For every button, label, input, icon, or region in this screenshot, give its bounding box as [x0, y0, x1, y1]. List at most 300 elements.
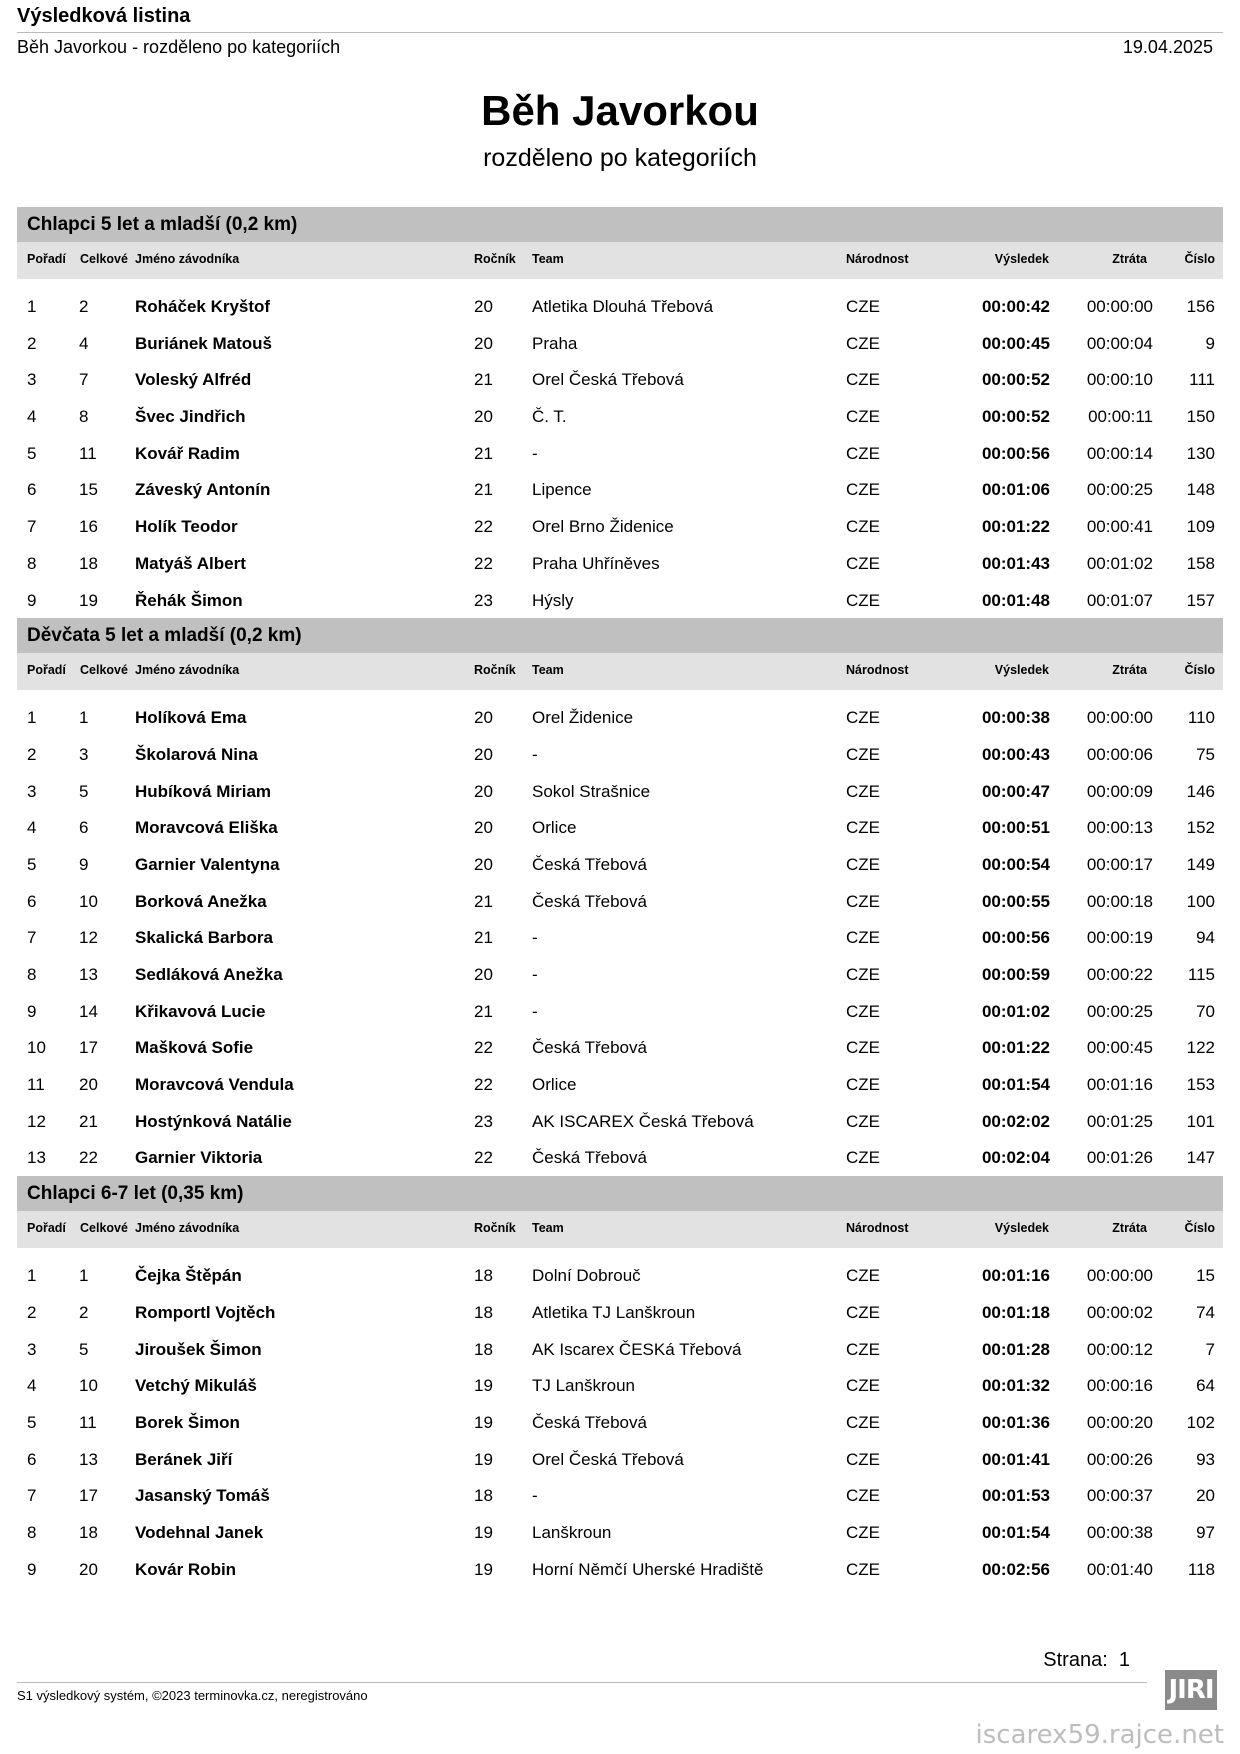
cell-rank: 7: [27, 517, 37, 537]
cell-result: 00:01:32: [981, 1376, 1050, 1396]
cell-number: 101: [1186, 1111, 1215, 1131]
column-header-loss: Ztráta: [1112, 1221, 1147, 1236]
document-header: [17, 3, 1223, 61]
cell-number: 9: [1205, 333, 1215, 353]
cell-loss: 00:00:25: [1086, 480, 1153, 500]
cell-team: Praha: [532, 333, 578, 353]
cell-year: 22: [474, 1075, 493, 1095]
table-row: [17, 1100, 1223, 1137]
table-row: [17, 990, 1223, 1027]
cell-rank: 5: [27, 854, 37, 874]
cell-name: Garnier Valentyna: [135, 854, 280, 874]
column-header-team: Team: [532, 1221, 564, 1236]
cell-result: 00:01:43: [981, 553, 1050, 573]
cell-number: 93: [1196, 1449, 1215, 1469]
cell-team: Praha Uhříněves: [532, 553, 660, 573]
cell-name: Beránek Jiří: [135, 1449, 233, 1469]
cell-year: 22: [474, 1038, 493, 1058]
cell-name: Moravcová Eliška: [135, 818, 278, 838]
cell-loss: 00:00:06: [1086, 744, 1153, 764]
cell-nationality: CZE: [846, 818, 880, 838]
cell-result: 00:01:22: [981, 1038, 1050, 1058]
table-row: [17, 1136, 1223, 1173]
cell-team: Horní Němčí Uherské Hradiště: [532, 1559, 764, 1579]
cell-year: 20: [474, 818, 493, 838]
column-header-number: Číslo: [1184, 663, 1215, 678]
cell-year: 18: [474, 1486, 493, 1506]
cell-team: Orlice: [532, 1075, 577, 1095]
cell-team: Česká Třebová: [532, 1148, 647, 1168]
cell-team: Lanškroun: [532, 1522, 612, 1542]
cell-year: 20: [474, 744, 493, 764]
table-row: [17, 1254, 1223, 1291]
cell-loss: 00:00:22: [1086, 965, 1153, 984]
cell-nationality: CZE: [846, 781, 880, 801]
table-row: [17, 880, 1223, 917]
column-header-year: Ročník: [474, 1221, 516, 1236]
cell-nationality: CZE: [846, 1266, 880, 1286]
cell-name: Kovář Radim: [135, 443, 240, 463]
result-rows: [17, 690, 1223, 1173]
cell-loss: 00:00:12: [1086, 1339, 1153, 1359]
cell-result: 00:00:45: [981, 333, 1050, 353]
cell-number: 100: [1186, 891, 1215, 911]
cell-nationality: CZE: [846, 443, 880, 463]
cell-rank: 3: [27, 781, 37, 801]
cell-team: -: [532, 965, 538, 984]
cell-loss: 00:01:02: [1086, 553, 1153, 573]
table-row: [17, 322, 1223, 359]
cell-loss: 00:01:16: [1086, 1075, 1153, 1095]
cell-team: Orel Česká Třebová: [532, 1449, 684, 1469]
cell-rank: 1: [27, 708, 37, 728]
cell-loss: 00:00:26: [1086, 1449, 1153, 1469]
cell-number: 94: [1196, 928, 1215, 948]
cell-result: 00:00:56: [981, 443, 1050, 463]
table-row: [17, 1364, 1223, 1401]
cell-rank: 4: [27, 818, 37, 838]
column-header-nationality: Národnost: [846, 1221, 909, 1236]
cell-overall: 3: [79, 744, 89, 764]
cell-rank: 3: [27, 370, 37, 390]
cell-team: TJ Lanškroun: [532, 1376, 635, 1396]
cell-team: Orel Česká Třebová: [532, 370, 684, 390]
page-number: [1043, 1649, 1130, 1672]
cell-name: Moravcová Vendula: [135, 1075, 294, 1095]
cell-name: Holíková Ema: [135, 708, 247, 728]
cell-year: 21: [474, 1001, 493, 1021]
cell-name: Jiroušek Šimon: [135, 1339, 262, 1359]
cell-year: 22: [474, 1148, 493, 1168]
cell-overall: 21: [79, 1111, 98, 1131]
cell-nationality: CZE: [846, 1449, 880, 1469]
cell-team: Hýsly: [532, 590, 574, 610]
cell-year: 19: [474, 1376, 493, 1396]
cell-loss: 00:00:16: [1086, 1376, 1153, 1396]
cell-nationality: CZE: [846, 1038, 880, 1058]
cell-nationality: CZE: [846, 1522, 880, 1542]
cell-name: Vetchý Mikuláš: [135, 1376, 257, 1396]
category-heading: Děvčata 5 let a mladší (0,2 km): [17, 618, 1223, 653]
cell-overall: 16: [79, 517, 98, 537]
cell-number: 20: [1196, 1486, 1215, 1506]
cell-result: 00:00:52: [981, 370, 1050, 390]
cell-rank: 8: [27, 1522, 37, 1542]
cell-result: 00:00:51: [981, 818, 1050, 838]
table-row: [17, 733, 1223, 770]
cell-number: 130: [1186, 443, 1215, 463]
cell-number: 118: [1187, 1559, 1215, 1579]
cell-rank: 4: [27, 407, 37, 427]
cell-name: Holík Teodor: [135, 517, 238, 537]
column-header-team: Team: [532, 252, 564, 266]
cell-overall: 12: [79, 928, 98, 948]
cell-number: 157: [1186, 590, 1215, 610]
cell-rank: 1: [27, 297, 37, 316]
cell-number: 122: [1186, 1038, 1215, 1058]
table-row: [17, 806, 1223, 843]
cell-rank: 10: [27, 1038, 46, 1058]
cell-year: 21: [474, 891, 493, 911]
cell-overall: 20: [79, 1559, 98, 1579]
result-rows: [17, 279, 1223, 615]
cell-number: 115: [1187, 965, 1215, 984]
cell-nationality: CZE: [846, 1412, 880, 1432]
column-header-rank: Pořadí: [27, 663, 66, 678]
cell-loss: 00:00:00: [1086, 1266, 1153, 1286]
cell-result: 00:00:59: [981, 965, 1050, 984]
cell-loss: 00:00:20: [1086, 1412, 1153, 1432]
cell-name: Voleský Alfréd: [135, 370, 252, 390]
cell-nationality: CZE: [846, 854, 880, 874]
cell-name: Garnier Viktoria: [135, 1148, 263, 1168]
cell-result: 00:01:48: [981, 590, 1050, 610]
cell-loss: 00:00:13: [1086, 818, 1153, 838]
cell-rank: 2: [27, 1302, 37, 1322]
cell-year: 18: [474, 1339, 493, 1359]
cell-nationality: CZE: [846, 928, 880, 948]
cell-name: Mašková Sofie: [135, 1038, 254, 1058]
table-row: [17, 395, 1223, 432]
cell-rank: 5: [27, 443, 37, 463]
cell-overall: 17: [79, 1486, 98, 1506]
cell-rank: 8: [27, 553, 37, 573]
cell-result: 00:02:04: [981, 1148, 1050, 1168]
column-header-name: Jméno závodníka: [135, 252, 240, 266]
column-header-result: Výsledek: [994, 1221, 1049, 1236]
cell-loss: 00:00:00: [1086, 708, 1153, 728]
cell-rank: 9: [27, 1559, 37, 1579]
column-header-year: Ročník: [474, 663, 516, 678]
category-section: [17, 1176, 1223, 1584]
cell-result: 00:00:52: [981, 407, 1050, 427]
page-label: Strana:: [1043, 1649, 1108, 1671]
cell-name: Řehák Šimon: [135, 590, 243, 610]
column-header-result: Výsledek: [994, 252, 1049, 266]
cell-name: Borek Šimon: [135, 1412, 240, 1432]
category-heading: Chlapci 6-7 let (0,35 km): [17, 1176, 1223, 1211]
cell-overall: 4: [79, 333, 89, 353]
cell-number: 156: [1186, 297, 1215, 316]
table-row: [17, 1511, 1223, 1548]
cell-number: 102: [1186, 1412, 1215, 1432]
cell-loss: 00:01:07: [1086, 590, 1153, 610]
cell-overall: 22: [79, 1148, 98, 1168]
cell-name: Hubíková Miriam: [135, 781, 272, 801]
cell-year: 20: [474, 781, 493, 801]
column-header-overall: Celkové: [80, 252, 128, 266]
cell-rank: 6: [27, 480, 37, 500]
cell-year: 18: [474, 1266, 493, 1286]
cell-nationality: CZE: [846, 370, 880, 390]
column-header-rank: Pořadí: [27, 1221, 66, 1236]
cell-team: Sokol Strašnice: [532, 781, 651, 801]
cell-team: Česká Třebová: [532, 891, 647, 911]
cell-number: 109: [1186, 517, 1215, 537]
footer-system-text: S1 výsledkový systém, ©2023 terminovka.cz, neregistrováno: [17, 1688, 368, 1703]
cell-loss: 00:00:17: [1086, 854, 1153, 874]
cell-overall: 20: [79, 1075, 98, 1095]
table-row: [17, 285, 1223, 322]
cell-number: 74: [1196, 1302, 1215, 1322]
cell-result: 00:01:53: [981, 1486, 1050, 1506]
cell-rank: 11: [27, 1075, 45, 1095]
cell-number: 75: [1196, 744, 1215, 764]
table-row: [17, 1063, 1223, 1100]
column-header-result: Výsledek: [994, 663, 1049, 678]
column-header-rank: Pořadí: [27, 252, 66, 266]
cell-nationality: CZE: [846, 1376, 880, 1396]
cell-rank: 3: [27, 1339, 37, 1359]
cell-nationality: CZE: [846, 590, 880, 610]
document-title: Výsledková listina: [17, 5, 191, 27]
table-row: [17, 1328, 1223, 1365]
cell-rank: 2: [27, 744, 37, 764]
cell-team: Dolní Dobrouč: [532, 1266, 641, 1286]
cell-name: Školarová Nina: [135, 744, 258, 764]
table-row: [17, 696, 1223, 733]
cell-overall: 18: [79, 1522, 98, 1542]
cell-name: Matyáš Albert: [135, 553, 246, 573]
table-row: [17, 1026, 1223, 1063]
cell-name: Křikavová Lucie: [135, 1001, 266, 1021]
cell-year: 19: [474, 1522, 493, 1542]
cell-year: 22: [474, 553, 493, 573]
cell-number: 158: [1186, 553, 1215, 573]
cell-rank: 12: [27, 1111, 46, 1131]
cell-name: Borková Anežka: [135, 891, 267, 911]
table-row: [17, 1548, 1223, 1585]
cell-result: 00:01:16: [981, 1266, 1050, 1286]
cell-overall: 18: [79, 553, 98, 573]
cell-result: 00:02:02: [981, 1111, 1050, 1131]
cell-name: Čejka Štěpán: [135, 1266, 242, 1286]
table-row: [17, 1401, 1223, 1438]
cell-year: 20: [474, 407, 493, 427]
cell-team: Atletika TJ Lanškroun: [532, 1302, 696, 1322]
column-header-nationality: Národnost: [846, 252, 909, 266]
cell-overall: 5: [79, 781, 89, 801]
jiri-logo: JIRI: [1165, 1670, 1217, 1710]
cell-result: 00:00:38: [981, 708, 1050, 728]
cell-loss: 00:00:10: [1086, 370, 1153, 390]
cell-team: Lipence: [532, 480, 592, 500]
cell-year: 21: [474, 480, 493, 500]
cell-team: Česká Třebová: [532, 854, 647, 874]
cell-team: -: [532, 1001, 538, 1021]
cell-overall: 14: [79, 1001, 98, 1021]
cell-name: Sedláková Anežka: [135, 965, 283, 984]
cell-result: 00:00:56: [981, 928, 1050, 948]
table-row: [17, 770, 1223, 807]
results-tables: [17, 207, 1223, 1587]
header-subtitle: Běh Javorkou - rozděleno po kategoriích: [17, 37, 341, 57]
cell-rank: 6: [27, 891, 37, 911]
cell-loss: 00:00:19: [1086, 928, 1153, 948]
cell-team: Orel Židenice: [532, 708, 634, 728]
column-header-team: Team: [532, 663, 564, 678]
cell-overall: 5: [79, 1339, 89, 1359]
cell-year: 21: [474, 928, 493, 948]
cell-nationality: CZE: [846, 517, 880, 537]
cell-nationality: CZE: [846, 1001, 880, 1021]
cell-loss: 00:00:09: [1086, 781, 1153, 801]
cell-number: 110: [1187, 708, 1215, 728]
cell-year: 19: [474, 1412, 493, 1432]
cell-nationality: CZE: [846, 553, 880, 573]
cell-loss: 00:00:25: [1086, 1001, 1153, 1021]
cell-name: Roháček Kryštof: [135, 297, 271, 316]
cell-rank: 8: [27, 965, 37, 984]
table-row: [17, 953, 1223, 990]
cell-year: 19: [474, 1449, 493, 1469]
cell-overall: 6: [79, 818, 89, 838]
cell-nationality: CZE: [846, 891, 880, 911]
cell-year: 23: [474, 590, 493, 610]
cell-name: Kovár Robin: [135, 1559, 237, 1579]
cell-year: 19: [474, 1559, 493, 1579]
cell-result: 00:00:42: [981, 297, 1050, 316]
cell-number: 148: [1186, 480, 1215, 500]
cell-year: 21: [474, 370, 493, 390]
page-value: 1: [1118, 1649, 1130, 1671]
cell-team: Orel Brno Židenice: [532, 517, 674, 537]
cell-loss: 00:01:40: [1086, 1559, 1153, 1579]
cell-overall: 13: [79, 965, 98, 984]
cell-overall: 7: [79, 370, 89, 390]
cell-nationality: CZE: [846, 1486, 880, 1506]
cell-number: 64: [1196, 1376, 1215, 1396]
cell-year: 23: [474, 1111, 493, 1131]
cell-result: 00:01:28: [981, 1339, 1050, 1359]
cell-rank: 1: [27, 1266, 37, 1286]
cell-name: Skalická Barbora: [135, 928, 273, 948]
cell-team: -: [532, 744, 538, 764]
cell-result: 00:01:06: [981, 480, 1050, 500]
cell-loss: 00:00:37: [1086, 1486, 1153, 1506]
cell-result: 00:01:02: [981, 1001, 1050, 1021]
cell-number: 146: [1186, 781, 1215, 801]
cell-nationality: CZE: [846, 1302, 880, 1322]
cell-year: 18: [474, 1302, 493, 1322]
cell-nationality: CZE: [846, 1559, 880, 1579]
cell-overall: 10: [79, 891, 98, 911]
cell-overall: 11: [79, 1412, 97, 1432]
cell-name: Vodehnal Janek: [135, 1522, 264, 1542]
cell-name: Záveský Antonín: [135, 480, 271, 500]
cell-team: Česká Třebová: [532, 1412, 647, 1432]
cell-number: 147: [1186, 1148, 1215, 1168]
cell-year: 20: [474, 854, 493, 874]
cell-overall: 10: [79, 1376, 98, 1396]
table-row: [17, 1438, 1223, 1475]
table-row: [17, 916, 1223, 953]
cell-loss: 00:00:14: [1086, 443, 1153, 463]
event-title: Běh Javorkou: [481, 87, 759, 134]
cell-name: Jasanský Tomáš: [135, 1486, 270, 1506]
cell-overall: 2: [79, 1302, 89, 1322]
cell-result: 00:00:43: [981, 744, 1050, 764]
column-header-name: Jméno závodníka: [135, 1221, 240, 1236]
cell-loss: 00:00:11: [1088, 407, 1153, 427]
cell-number: 153: [1186, 1075, 1215, 1095]
column-header-row: [17, 242, 1223, 279]
cell-result: 00:00:47: [981, 781, 1050, 801]
column-header-name: Jméno závodníka: [135, 663, 240, 678]
column-header-row: [17, 653, 1223, 690]
category-section: [17, 618, 1223, 1173]
cell-team: -: [532, 928, 538, 948]
cell-overall: 8: [79, 407, 89, 427]
cell-number: 97: [1196, 1522, 1215, 1542]
cell-loss: 00:00:41: [1086, 517, 1153, 537]
event-subtitle: rozděleno po kategoriích: [483, 144, 757, 172]
column-header-overall: Celkové: [80, 1221, 128, 1236]
cell-team: -: [532, 1486, 538, 1506]
table-row: [17, 505, 1223, 542]
cell-result: 00:01:54: [981, 1075, 1050, 1095]
table-row: [17, 432, 1223, 469]
cell-rank: 13: [27, 1148, 46, 1168]
column-header-row: [17, 1211, 1223, 1248]
header-subline: [17, 33, 1223, 61]
cell-number: 149: [1186, 854, 1215, 874]
cell-nationality: CZE: [846, 744, 880, 764]
cell-number: 70: [1196, 1001, 1215, 1021]
cell-name: Romportl Vojtěch: [135, 1302, 276, 1322]
cell-loss: 00:00:38: [1086, 1522, 1153, 1542]
cell-number: 111: [1189, 370, 1215, 390]
cell-number: 7: [1205, 1339, 1215, 1359]
cell-overall: 19: [79, 590, 98, 610]
cell-overall: 1: [79, 708, 89, 728]
cell-name: Buriánek Matouš: [135, 333, 272, 353]
cell-team: Atletika Dlouhá Třebová: [532, 297, 714, 316]
cell-number: 150: [1186, 407, 1215, 427]
cell-year: 22: [474, 517, 493, 537]
cell-overall: 1: [79, 1266, 89, 1286]
cell-team: Česká Třebová: [532, 1038, 647, 1058]
cell-overall: 9: [79, 854, 89, 874]
column-header-nationality: Národnost: [846, 663, 909, 678]
cell-overall: 11: [79, 443, 97, 463]
cell-name: Hostýnková Natálie: [135, 1111, 292, 1131]
result-rows: [17, 1248, 1223, 1584]
footer-divider: [17, 1682, 1147, 1683]
cell-team: Orlice: [532, 818, 577, 838]
cell-year: 20: [474, 965, 493, 984]
cell-result: 00:01:41: [981, 1449, 1050, 1469]
